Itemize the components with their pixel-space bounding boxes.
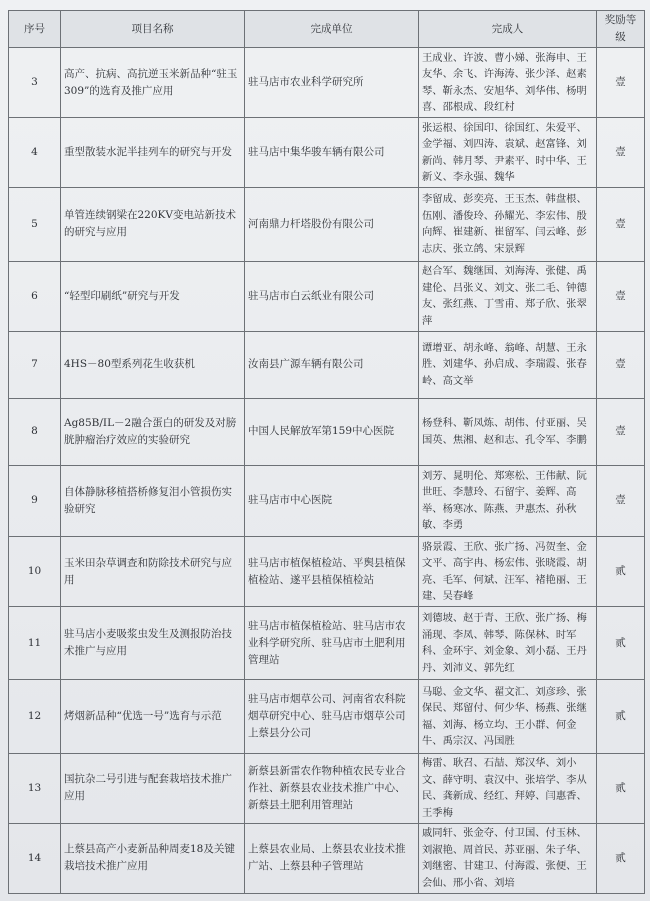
row-unit: 驻马店中集华骏车辆有限公司: [245, 118, 419, 188]
row-unit: 驻马店市中心医院: [245, 465, 419, 536]
row-unit: 驻马店市植保植检站、平舆县植保植检站、遂平县植保植检站: [245, 537, 419, 607]
header-project: 项目名称: [61, 11, 245, 48]
row-project: 高产、抗病、高抗逆玉米新品种“驻玉309”的选育及推广应用: [61, 48, 245, 118]
table-row: [9, 753, 645, 823]
table-row: [9, 398, 645, 465]
row-project: 4HS－80型系列花生收获机: [61, 331, 245, 398]
row-level: 贰: [597, 607, 645, 680]
row-unit: 新蔡县新雷农作物种植农民专业合作社、新蔡县农业技术推广中心、新蔡县土肥利用管理站: [245, 753, 419, 823]
table-row: [9, 261, 645, 331]
row-seq: 12: [9, 680, 61, 753]
row-project: 单管连续钢梁在220KV变电站新技术的研究与应用: [61, 188, 245, 261]
row-unit: 河南鼎力杆塔股份有限公司: [245, 188, 419, 261]
row-people: 李留成、彭奕亮、王玉杰、韩盘根、伍刚、潘俊玲、孙耀光、李宏伟、殷向辉、崔建新、崔留军、闫云峰、彭志庆、张立鸽、宋景辉: [419, 188, 597, 261]
row-unit: 驻马店市白云纸业有限公司: [245, 261, 419, 331]
awards-table: [8, 10, 645, 894]
row-seq: 8: [9, 398, 61, 465]
table-row: [9, 680, 645, 753]
row-project: 驻马店小麦吸浆虫发生及测报防治技术推广与应用: [61, 607, 245, 680]
header-people: 完成人: [419, 11, 597, 48]
table-row: [9, 823, 645, 893]
row-people: 刘德坡、赵于青、王欣、张广扬、梅涌现、李凤、韩琴、陈保林、时军科、金环宇、刘金象、刘小磊、王丹丹、刘沛义、郭先红: [419, 607, 597, 680]
row-level: 贰: [597, 823, 645, 893]
row-people: 马聪、金文华、翟文汇、刘彦珍、张保民、郑留付、何少华、杨燕、张继福、刘海、杨立均、王小群、何金牛、禹宗汉、冯国胜: [419, 680, 597, 753]
row-seq: 13: [9, 753, 61, 823]
row-project: Ag85B/IL－2融合蛋白的研发及对膀胱肿瘤治疗效应的实验研究: [61, 398, 245, 465]
row-seq: 14: [9, 823, 61, 893]
row-seq: 5: [9, 188, 61, 261]
row-project: 烤烟新品种“优选一号”选育与示范: [61, 680, 245, 753]
header-level: 奖励等级: [597, 11, 645, 48]
row-seq: 4: [9, 118, 61, 188]
row-unit: 上蔡县农业局、上蔡县农业技术推广站、上蔡县种子管理站: [245, 823, 419, 893]
row-unit: 驻马店市植保植检站、驻马店市农业科学研究所、驻马店市土肥利用管理站: [245, 607, 419, 680]
table-row: [9, 48, 645, 118]
table-row: [9, 537, 645, 607]
row-level: 壹: [597, 261, 645, 331]
row-level: 壹: [597, 398, 645, 465]
row-unit: 中国人民解放军第159中心医院: [245, 398, 419, 465]
table-row: [9, 118, 645, 188]
row-level: 贰: [597, 680, 645, 753]
row-people: 刘芳、晁明伦、郑寒松、王伟献、阮世旺、李慧玲、石留宇、姜辉、高举、杨寒冰、陈燕、尹惠杰、孙秋敏、李勇: [419, 465, 597, 536]
table-header-row: [9, 11, 645, 48]
row-seq: 9: [9, 465, 61, 536]
row-seq: 11: [9, 607, 61, 680]
row-project: 重型散装水泥半挂列车的研究与开发: [61, 118, 245, 188]
row-project: 上蔡县高产小麦新品种周麦18及关键栽培技术推广应用: [61, 823, 245, 893]
table-row: [9, 188, 645, 261]
row-seq: 6: [9, 261, 61, 331]
header-unit: 完成单位: [245, 11, 419, 48]
row-level: 壹: [597, 48, 645, 118]
row-people: 王成业、许波、曹小娣、张海申、王友华、余飞、许海涛、张少泽、赵素琴、靳永杰、安旭华、刘华伟、杨明喜、邵根成、段红村: [419, 48, 597, 118]
row-seq: 7: [9, 331, 61, 398]
row-people: 骆景霞、王欣、张广扬、冯贺奎、金文平、高宇冉、杨宏伟、张晓霞、胡亮、毛军、何斌、汪军、褚艳丽、王建、吴春峰: [419, 537, 597, 607]
row-people: 张运根、徐国印、徐国红、朱爱平、金学福、刘四涛、袁斌、赵富锋、刘新尚、韩月琴、尹素平、时中华、王新义、李永强、魏华: [419, 118, 597, 188]
row-people: 梅雷、耿召、石喆、郑汉华、刘小文、薛守明、袁汉中、张培学、李从民、龚新成、经红、拜婷、闫惠香、王季梅: [419, 753, 597, 823]
row-level: 壹: [597, 118, 645, 188]
row-level: 贰: [597, 537, 645, 607]
row-unit: 驻马店市烟草公司、河南省农科院烟草研究中心、驻马店市烟草公司上蔡县分公司: [245, 680, 419, 753]
table-row: [9, 331, 645, 398]
row-unit: 驻马店市农业科学研究所: [245, 48, 419, 118]
row-level: 壹: [597, 331, 645, 398]
row-seq: 10: [9, 537, 61, 607]
row-people: 谭增亚、胡永峰、翁峰、胡慧、王永胜、刘建华、孙启成、李瑞霞、张春岭、高文举: [419, 331, 597, 398]
table-row: [9, 465, 645, 536]
table-row: [9, 607, 645, 680]
row-project: 自体静脉移植搭桥修复泪小管损伤实验研究: [61, 465, 245, 536]
row-people: 戚同轩、张金夺、付卫国、付玉林、刘淑艳、周首民、苏亚丽、朱子华、刘继密、甘建卫、付海霞、张便、王会仙、邢小省、刘培: [419, 823, 597, 893]
row-level: 壹: [597, 188, 645, 261]
header-seq: 序号: [9, 11, 61, 48]
row-project: “轻型印刷纸”研究与开发: [61, 261, 245, 331]
row-people: 杨登科、靳凤炼、胡伟、付亚丽、吴国英、焦湘、赵和志、孔令军、李鹏: [419, 398, 597, 465]
row-level: 壹: [597, 465, 645, 536]
row-project: 国抗杂二号引进与配套栽培技术推广应用: [61, 753, 245, 823]
row-level: 贰: [597, 753, 645, 823]
row-unit: 汝南县广源车辆有限公司: [245, 331, 419, 398]
row-project: 玉米田杂草调查和防除技术研究与应用: [61, 537, 245, 607]
row-seq: 3: [9, 48, 61, 118]
row-people: 赵合军、魏继国、刘海涛、张健、禹建伦、吕张义、刘文、张二毛、钟德友、张红燕、丁雪甫、郑子欣、张翠萍: [419, 261, 597, 331]
